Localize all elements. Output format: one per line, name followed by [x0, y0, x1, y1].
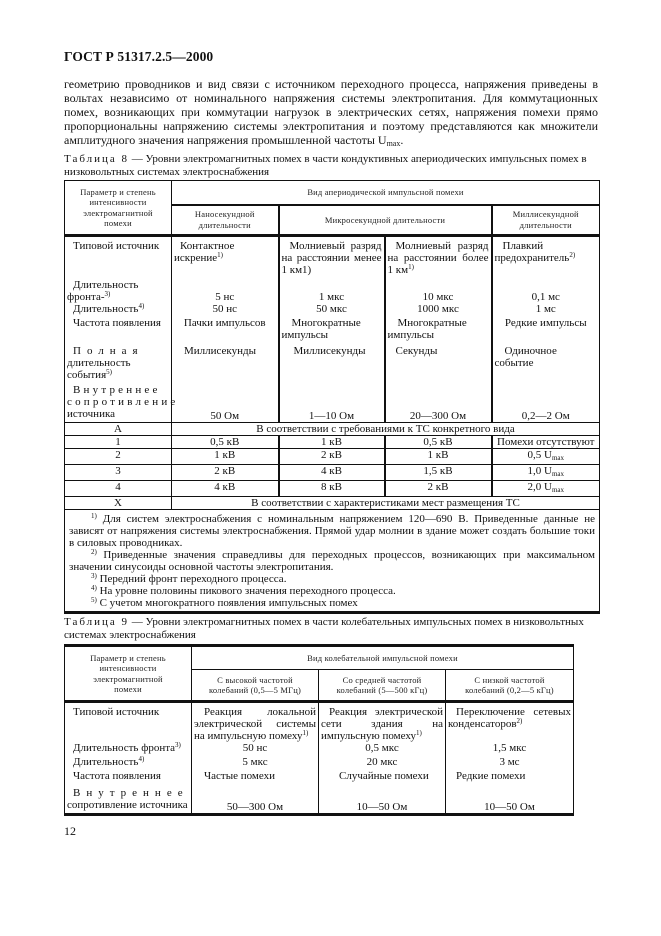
- row-label: Типовой источник: [65, 702, 192, 743]
- row-label: Внутреннее сопротивление источника: [65, 787, 192, 814]
- cell: 10—50 Ом: [446, 787, 574, 814]
- cell: Реакция локальной электрической системы на импульсную помеху$^{1)}$: [192, 702, 319, 743]
- level-row: [65, 436, 600, 449]
- level-label: 2: [65, 449, 172, 465]
- table-row: [65, 317, 600, 345]
- level-label: 1: [65, 436, 172, 449]
- level-row: [65, 423, 600, 436]
- footnote-3: $^{3)}$ Передний фронт переходного процесса.: [91, 572, 287, 585]
- cell: 1000 мкс: [385, 303, 492, 317]
- row-label: Длительность фронта-$^{3)}$: [65, 278, 172, 303]
- cell: 2 кВ: [172, 465, 279, 481]
- header-micro: Микросекундной длительности: [279, 205, 492, 236]
- header-group: Вид апериодической импульсной помехи: [172, 181, 600, 205]
- table9-caption: Таблица 9 — Уровни электромагнитных помех в части колебательных импульсных помех в низковольтных системах электроснабжения: [64, 616, 584, 641]
- table-row: [65, 787, 574, 814]
- cell: Переключение сетевых конденсаторов$^{2)}$: [446, 702, 574, 743]
- row-label: Полная длительность события$^{5)}$: [65, 345, 172, 384]
- footnote-4: $^{4)}$ На уровне половины пикового значения переходного процесса.: [91, 584, 396, 597]
- level-row: [65, 449, 600, 465]
- row-label: Частота появления: [65, 317, 172, 345]
- row-label: Частота появления: [65, 770, 192, 787]
- footnote-1: $^{1)}$ Для систем электроснабжения с номинальным напряжением 120—690 В. Приведенные данные не зависят от напряжения системы электроснабжения. Прямой удар молнии в здание может создать большие токи в силовых проводниках.: [69, 512, 595, 549]
- cell: Частые помехи: [192, 770, 319, 787]
- header-milli: Миллисекундной длительности: [492, 205, 600, 236]
- cell: 20 мкс: [319, 756, 446, 770]
- table-row: [65, 770, 574, 787]
- level-label: Х: [65, 497, 172, 510]
- cell: 50 нс: [192, 742, 319, 756]
- cell: 0,1 мс: [492, 278, 600, 303]
- level-row: [65, 465, 600, 481]
- cell: 1 кВ: [172, 449, 279, 465]
- cell: Случайные помехи: [319, 770, 446, 787]
- level-label: 3: [65, 465, 172, 481]
- cell: 0,2—2 Ом: [492, 384, 600, 423]
- row-label: Длительность фронта$^{3)}$: [65, 742, 192, 756]
- cell: Редкие помехи: [446, 770, 574, 787]
- row-label: Типовой источник: [65, 236, 172, 278]
- cell: 50—300 Ом: [192, 787, 319, 814]
- cell: Реакция электрической сети здания на импульсную помеху$^{1)}$: [319, 702, 446, 743]
- cell: 50 нс: [172, 303, 279, 317]
- table-row: [65, 756, 574, 770]
- footnotes-row: [65, 510, 600, 613]
- cell: 4 кВ: [279, 465, 385, 481]
- cell: 8 кВ: [279, 481, 385, 497]
- level-row: [65, 481, 600, 497]
- table-9: [64, 644, 574, 816]
- cell: Плавкий предохранитель$^{2)}$: [492, 236, 600, 278]
- header-param: Параметр и степень интенсивности электромагнитной помехи: [65, 181, 172, 236]
- merged-cell: В соответствии с требованиями к ТС конкретного вида: [172, 423, 600, 436]
- cell: 1,5 мкс: [446, 742, 574, 756]
- footnote-2: $^{2)}$ Приведенные значения справедливы для переходных процессов, возникающих при максимальном значении синусоиды основной частоты электропитания.: [69, 548, 595, 573]
- cell: 5 мкс: [192, 756, 319, 770]
- header-nano: Наносекундной длительности: [172, 205, 279, 236]
- cell: 50 мкс: [279, 303, 385, 317]
- cell: Контактное искрение$^{1)}$: [172, 236, 279, 278]
- table-row: [65, 236, 600, 278]
- row-label: Внутреннее сопротивление источника: [65, 384, 172, 423]
- cell: 0,5 кВ: [385, 436, 492, 449]
- page-number: 12: [64, 824, 76, 838]
- header-mid: Со средней частотой колебаний (5—500 кГц): [319, 670, 446, 702]
- intro-paragraph: геометрию проводников и вид связи с источником переходного процесса, напряжения приведены в вольтах независимо от номинального напряжения системы электропитания. Для коммутационных помех, возникающих при коммутации нагрузок в электрических сетях, напряжения помехи прямо пропорциональны напряжению системы электропитания и поэтому представляются как множители амплитудного значения напряжения промышленной частоты $U_{max}$.: [64, 77, 598, 148]
- cell: Миллисекунды: [279, 345, 385, 384]
- document-id: ГОСТ Р 51317.2.5—2000: [64, 49, 214, 64]
- cell: Молниевый разряд на расстоянии более 1 $км^{1)}$: [385, 236, 492, 278]
- cell: 3 мс: [446, 756, 574, 770]
- cell: 0,5 Umax: [492, 449, 600, 465]
- table-row: [65, 742, 574, 756]
- cell: 10 мкс: [385, 278, 492, 303]
- footnote-5: $^{5)}$ С учетом многократного появления импульсных помех: [91, 596, 358, 609]
- table-row: [65, 303, 600, 317]
- cell: Миллисекунды: [172, 345, 279, 384]
- cell: 1 мс: [492, 303, 600, 317]
- cell: 2,0 Umax: [492, 481, 600, 497]
- row-label: Длительность$^{4)}$: [65, 756, 192, 770]
- cell: 1 кВ: [279, 436, 385, 449]
- cell: Многократные импульсы: [279, 317, 385, 345]
- merged-cell: В соответствии с характеристиками мест размещения ТС: [172, 497, 600, 510]
- cell: 1,0 Umax: [492, 465, 600, 481]
- header-param: Параметр и степень интенсивности электромагнитной помехи: [65, 646, 192, 702]
- level-row: [65, 497, 600, 510]
- cell: 0,5 кВ: [172, 436, 279, 449]
- cell: Редкие импульсы: [492, 317, 600, 345]
- cell: Пачки импульсов: [172, 317, 279, 345]
- cell: Помехи отсутствуют: [492, 436, 600, 449]
- cell: 1,5 кВ: [385, 465, 492, 481]
- cell: 1—10 Ом: [279, 384, 385, 423]
- table-row: [65, 278, 600, 303]
- cell: 4 кВ: [172, 481, 279, 497]
- row-label: Длительность$^{4)}$: [65, 303, 172, 317]
- cell: 1 мкс: [279, 278, 385, 303]
- header-low: С низкой частотой колебаний (0,2—5 кГц): [446, 670, 574, 702]
- header-high: С высокой частотой колебаний (0,5—5 МГц): [192, 670, 319, 702]
- cell: 2 кВ: [279, 449, 385, 465]
- table-8: [64, 180, 600, 614]
- table-row: [65, 384, 600, 423]
- header-group: Вид колебательной импульсной помехи: [192, 646, 574, 670]
- cell: 10—50 Ом: [319, 787, 446, 814]
- level-label: 4: [65, 481, 172, 497]
- table-row: [65, 345, 600, 384]
- table-row: [65, 702, 574, 743]
- cell: 5 нс: [172, 278, 279, 303]
- cell: Многократные импульсы: [385, 317, 492, 345]
- cell: 20—300 Ом: [385, 384, 492, 423]
- cell: 1 кВ: [385, 449, 492, 465]
- table8-caption: Таблица 8 — Уровни электромагнитных помех в части кондуктивных апериодических импульсных помех в низковольтных системах электроснабжения: [64, 153, 587, 178]
- cell: Молниевый разряд на расстоянии менее 1 км1): [279, 236, 385, 278]
- cell: 50 Ом: [172, 384, 279, 423]
- footnotes: [65, 510, 600, 613]
- cell: 2 кВ: [385, 481, 492, 497]
- cell: Секунды: [385, 345, 492, 384]
- cell: 0,5 мкс: [319, 742, 446, 756]
- cell: Одиночное событие: [492, 345, 600, 384]
- level-label: А: [65, 423, 172, 436]
